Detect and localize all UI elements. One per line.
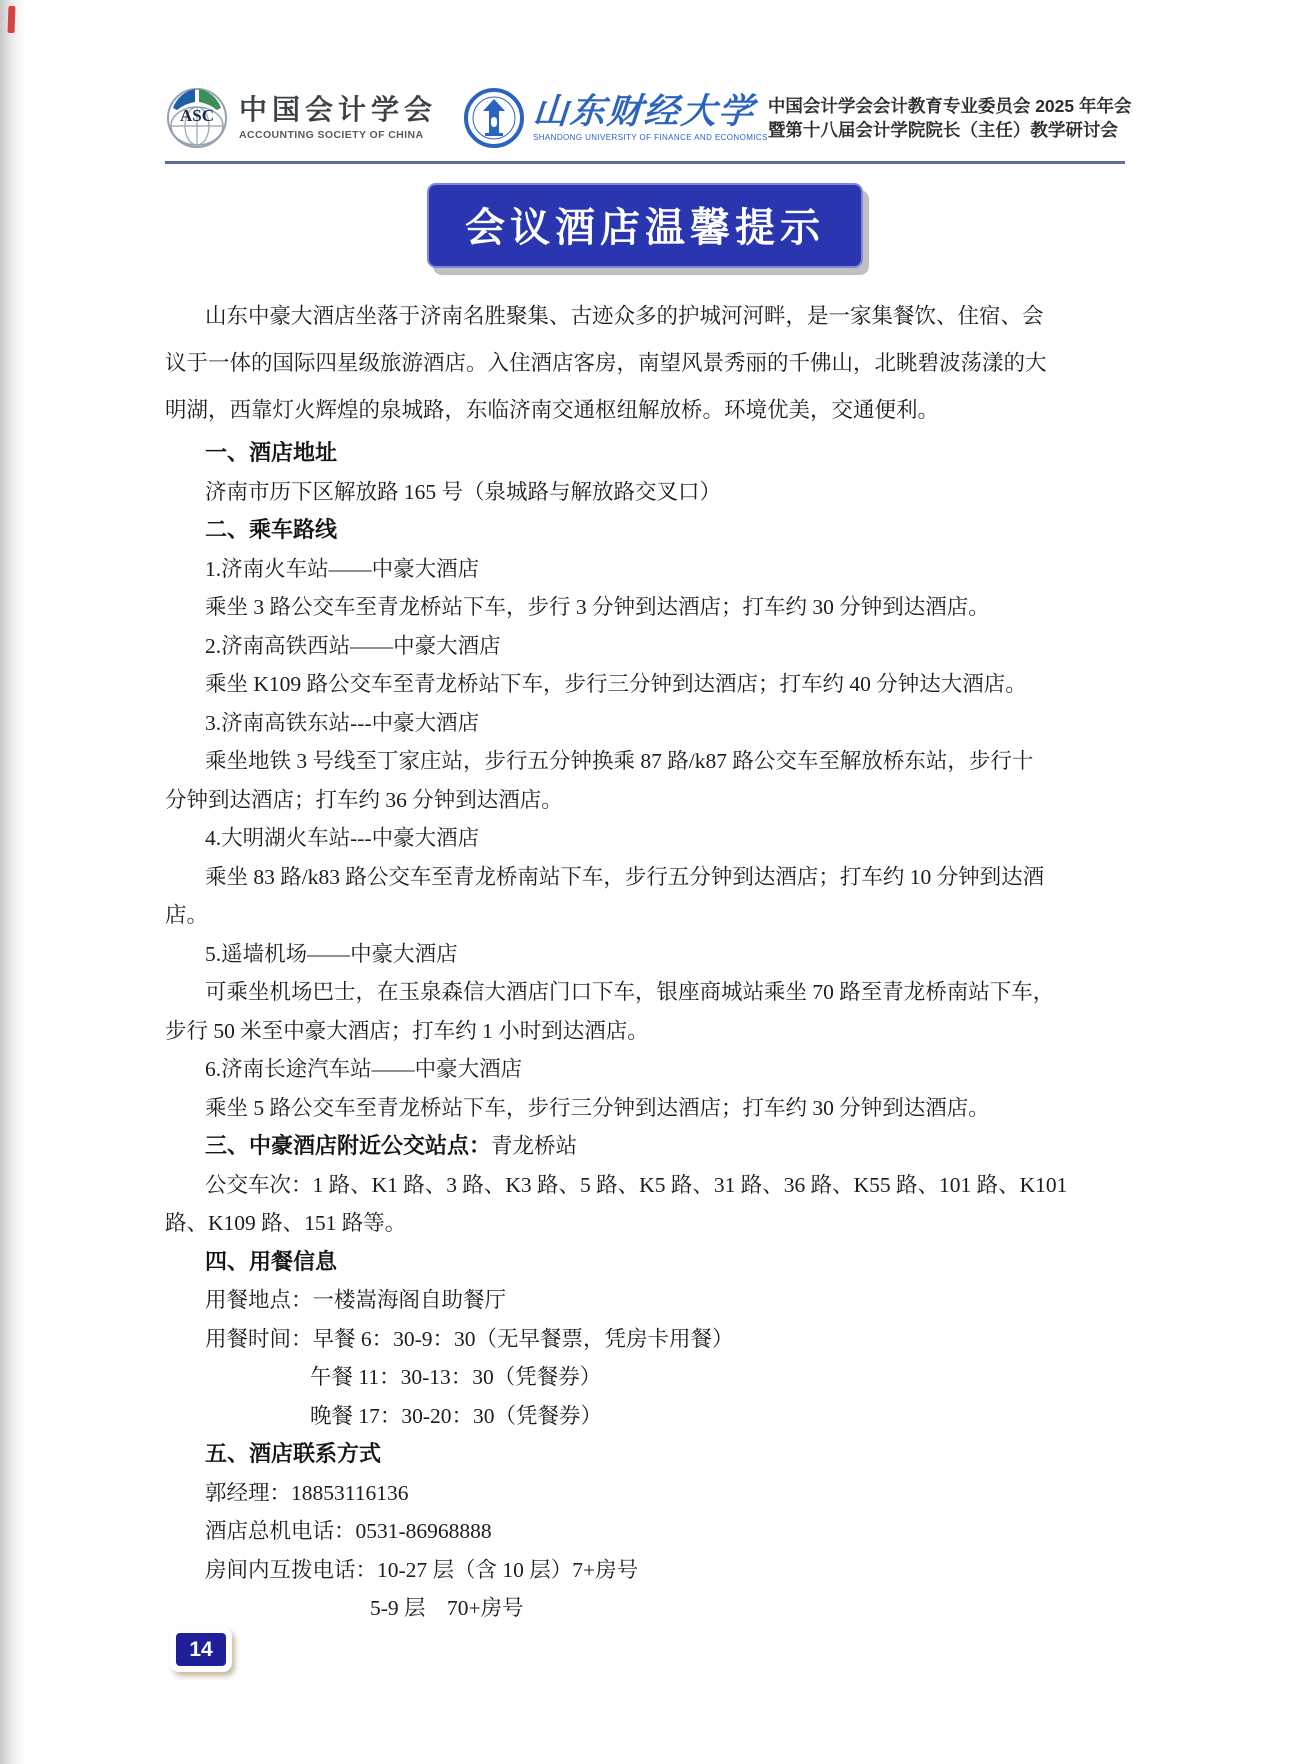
conference-title-line2: 暨第十八届会计学院院长（主任）教学研讨会: [767, 120, 1118, 140]
body-line: 济南市历下区解放路 165 号（泉城路与解放路交叉口）: [205, 479, 722, 504]
body-line: 乘坐地铁 3 号线至丁家庄站，步行五分钟换乘 87 路/k87 路公交车至解放桥东站，步行十: [205, 749, 1034, 773]
sdufe-logo-name-cn: 山东财经大学: [531, 92, 757, 131]
section-heading: 二、乘车路线: [205, 517, 338, 542]
route-heading: 6.济南长途汽车站——中豪大酒店: [205, 1057, 523, 1081]
body-line: 乘坐 83 路/k83 路公交车至青龙桥南站下车，步行五分钟到达酒店；打车约 10 分钟到达酒: [205, 864, 1045, 889]
body-line: 店。: [165, 903, 209, 927]
route-heading: 1.济南火车站——中豪大酒店: [205, 556, 480, 581]
body-line: 可乘坐机场巴士，在玉泉森信大酒店门口下车，银座商城站乘坐 70 路至青龙桥南站下车，: [205, 980, 1055, 1004]
body-line: 分钟到达酒店；打车约 36 分钟到达酒店。: [165, 787, 563, 812]
body-line: 酒店总机电话：0531-86968888: [205, 1519, 492, 1543]
body-line: 用餐地点：一楼嵩海阁自助餐厅: [205, 1288, 507, 1312]
document-page: [165, 0, 1132, 1628]
page-header: [165, 84, 1132, 152]
asc-logo-name-en: ACCOUNTING SOCIETY OF CHINA: [239, 129, 424, 141]
route-heading: 2.济南高铁西站——中豪大酒店: [205, 633, 501, 658]
asc-logo-name-cn: 中国会计学会: [239, 94, 438, 125]
section-heading-bold-text: 三、中豪酒店附近公交站点：: [205, 1133, 492, 1158]
sdufe-logo: [463, 87, 768, 149]
section-heading-normal-text: 青龙桥站: [491, 1134, 578, 1158]
body-line: 明湖，西靠灯火辉煌的泉城路，东临济南交通枢纽解放桥。环境优美，交通便利。: [165, 398, 940, 422]
body-line: 郭经理：18853116136: [205, 1480, 409, 1505]
page-title-banner: 会议酒店温馨提示: [427, 183, 863, 268]
header-divider: [165, 161, 1125, 164]
document-body: [165, 293, 1125, 1628]
section-heading: 四、用餐信息: [205, 1248, 338, 1274]
conference-title-line1: 中国会计学会会计教育专业委员会 2025 年年会: [767, 96, 1132, 116]
page-left-edge: [0, 0, 26, 1764]
asc-globe-icon: [165, 86, 229, 150]
conference-title: [768, 94, 1132, 142]
page-number-badge: [170, 1627, 232, 1672]
body-line: 5-9 层 70+房号: [370, 1596, 524, 1620]
body-line: 房间内互拨电话：10-27 层（含 10 层）7+房号: [205, 1557, 639, 1582]
route-heading: 4.大明湖火车站---中豪大酒店: [205, 826, 480, 850]
body-line: 晚餐 17：30-20：30（凭餐券）: [310, 1403, 603, 1428]
section-heading: 五、酒店联系方式: [205, 1441, 382, 1466]
body-line: 午餐 11：30-13：30（凭餐券）: [310, 1365, 602, 1389]
body-line: 公交车次：1 路、K1 路、3 路、K3 路、5 路、K5 路、31 路、36 路、K55 路、101 路、K101: [205, 1172, 1068, 1197]
section-heading: [165, 1127, 1125, 1166]
asc-logo: [165, 86, 437, 150]
route-heading: 5.遥墙机场——中豪大酒店: [205, 941, 458, 966]
route-heading: 3.济南高铁东站---中豪大酒店: [205, 710, 480, 735]
body-line: 乘坐 5 路公交车至青龙桥站下车，步行三分钟到达酒店；打车约 30 分钟到达酒店。: [205, 1095, 990, 1120]
body-line: 乘坐 K109 路公交车至青龙桥站下车，步行三分钟到达酒店；打车约 40 分钟达大酒店。: [205, 672, 1027, 696]
body-line: 乘坐 3 路公交车至青龙桥站下车，步行 3 分钟到达酒店；打车约 30 分钟到达酒店。: [205, 595, 990, 619]
body-line: 步行 50 米至中豪大酒店；打车约 1 小时到达酒店。: [165, 1018, 649, 1043]
page-number: 14: [176, 1633, 226, 1666]
body-line: 路、K109 路、151 路等。: [165, 1211, 407, 1235]
body-line: 山东中豪大酒店坐落于济南名胜聚集、古迹众多的护城河河畔，是一家集餐饮、住宿、会: [205, 304, 1044, 328]
red-corner-mark: [8, 6, 16, 33]
body-line: 用餐时间：早餐 6：30-9：30（无早餐票，凭房卡用餐）: [205, 1326, 734, 1351]
section-heading: 一、酒店地址: [205, 440, 338, 465]
sdufe-seal-icon: [463, 87, 525, 149]
sdufe-logo-name-en: SHANDONG UNIVERSITY OF FINANCE AND ECONOMICS: [533, 133, 768, 142]
body-line: 议于一体的国际四星级旅游酒店。入住酒店客房，南望风景秀丽的千佛山，北眺碧波荡漾的大: [165, 351, 1047, 375]
svg-text:ASC: ASC: [179, 106, 215, 125]
